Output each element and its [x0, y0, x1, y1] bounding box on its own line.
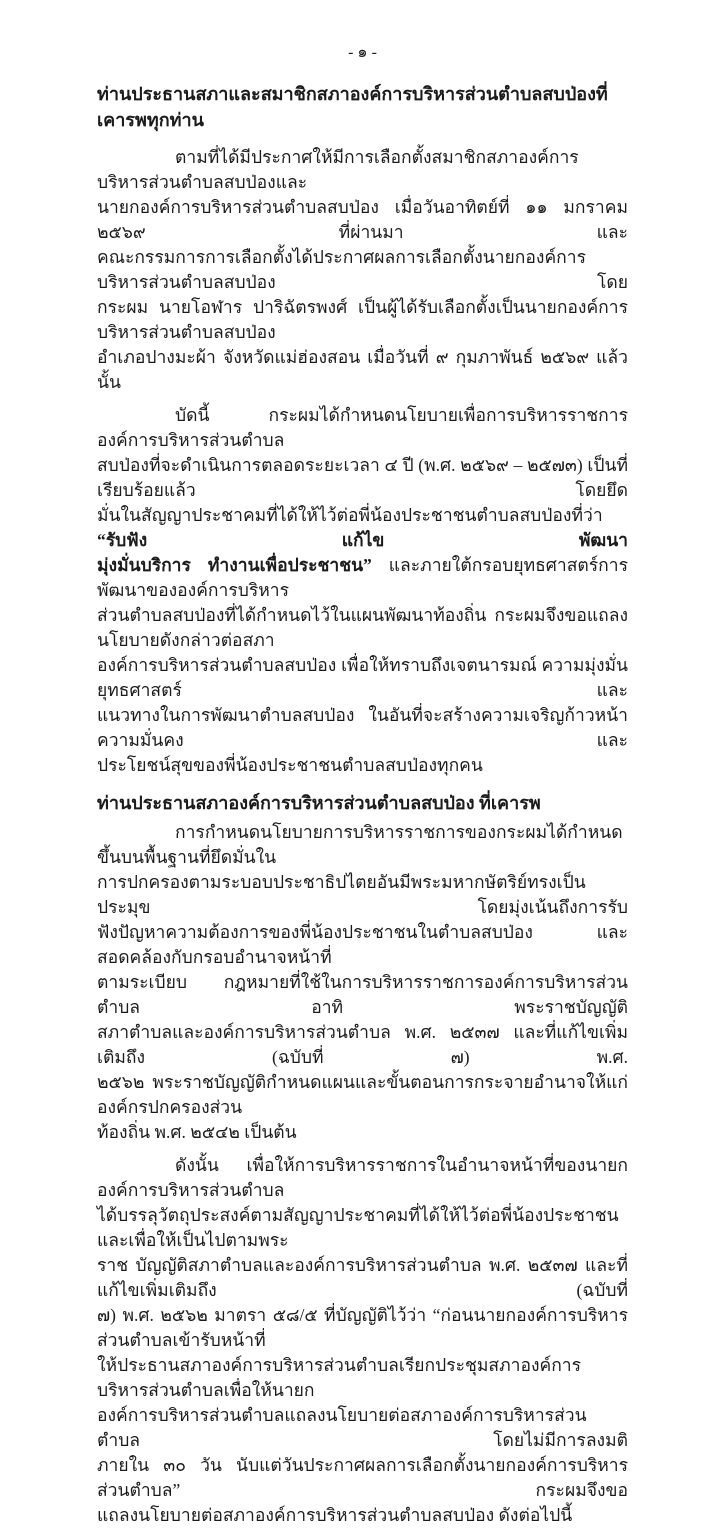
paragraph-line: กระผม นายโอฬาร ปาริฉัตรพงศ์ เป็นผู้ได้รับเลือกตั้งเป็นนายกองค์การบริหารส่วนตำบลสบป่อง — [97, 297, 628, 342]
paragraph-line: แถลงนโยบายต่อสภาองค์การบริหารส่วนตำบลสบป่อง ดังต่อไปนี้ — [97, 1505, 573, 1525]
paragraph-line: ราช บัญญัติสภาตำบลและองค์การบริหารส่วนตำบล พ.ศ. ๒๕๓๗ และที่แก้ไขเพิ่มเติมถึง (ฉบับที่ — [97, 1255, 628, 1300]
paragraph-line: ๗) พ.ศ. ๒๕๖๒ มาตรา ๕๘/๕ ที่บัญญัติไว้ว่า “ก่อนนายกองค์การบริหารส่วนตำบลเข้ารับหน้าที่ — [97, 1305, 628, 1350]
slogan-quote-start: “รับฟัง แก้ไข พัฒนา — [97, 530, 628, 550]
line-segment: มั่นในสัญญาประชาคมที่ได้ให้ไว้ต่อพี่น้องประชาชนตำบลสบป่องที่ว่า — [97, 505, 603, 525]
paragraph-policy-basis — [97, 820, 628, 1145]
paragraph-line — [97, 553, 628, 603]
paragraph-line: สภาตำบลและองค์การบริหารส่วนตำบล พ.ศ. ๒๕๓๗ และที่แก้ไขเพิ่มเติมถึง (ฉบับที่ ๗) พ.ศ. — [97, 1022, 628, 1067]
slogan-quote-end: มุ่งมั่นบริการ ทำงานเพื่อประชาชน” — [97, 555, 372, 575]
paragraph-line: ประโยชน์สุขของพี่น้องประชาชนตำบลสบป่องทุกคน — [97, 755, 483, 775]
page-number: - ๑ - — [348, 44, 377, 61]
salutation-heading-chairman: ท่านประธานสภาองค์การบริหารส่วนตำบลสบป่อง ที่เคารพ — [97, 793, 541, 813]
paragraph-line — [97, 503, 628, 553]
paragraph-line: สบป่องที่จะดำเนินการตลอดระยะเวลา ๔ ปี (พ.ศ. ๒๕๖๙ – ๒๕๗๓) เป็นที่เรียบร้อยแล้ว โดยยึด — [97, 455, 628, 500]
paragraph-legal-reference — [97, 1153, 628, 1528]
paragraph-line: ฟังปัญหาความต้องการของพี่น้องประชาชนในตำบลสบป่อง และสอดคล้องกับกรอบอำนาจหน้าที่ — [97, 922, 628, 967]
line-segment: และภายใต้กรอบยุทธศาสตร์การพัฒนาขององค์การบริหาร — [97, 555, 628, 600]
paragraph-policy-statement — [97, 403, 628, 778]
paragraph-line: แนวทางในการพัฒนาตำบลสบป่อง ในอันที่จะสร้างความเจริญก้าวหน้า ความมั่นคง และ — [97, 705, 628, 750]
paragraph-election-announcement — [97, 145, 628, 395]
paragraph-line: นายกองค์การบริหารส่วนตำบลสบป่อง เมื่อวันอาทิตย์ที่ ๑๑ มกราคม ๒๕๖๙ ที่ผ่านมา และ — [97, 197, 628, 242]
paragraph-line: การปกครองตามระบอบประชาธิปไตยอันมีพระมหากษัตริย์ทรงเป็นประมุข โดยมุ่งเน้นถึงการรับ — [97, 872, 628, 917]
paragraph-line: ดังนั้น เพื่อให้การบริหารราชการในอำนาจหน้าที่ของนายกองค์การบริหารส่วนตำบล — [97, 1155, 628, 1200]
paragraph-line: คณะกรรมการการเลือกตั้งได้ประกาศผลการเลือกตั้งนายกองค์การบริหารส่วนตำบลสบป่อง โดย — [97, 247, 628, 292]
paragraph-line: การกำหนดนโยบายการบริหารราชการของกระผมได้กำหนดขึ้นบนพื้นฐานที่ยึดมั่นใน — [97, 822, 623, 867]
paragraph-line: ตามระเบียบ กฎหมายที่ใช้ในการบริหารราชการองค์การบริหารส่วนตำบล อาทิ พระราชบัญญัติ — [97, 972, 628, 1017]
paragraph-line: ส่วนตำบลสบป่องที่ได้กำหนดไว้ในแผนพัฒนาท้องถิ่น กระผมจึงขอแถลงนโยบายดังกล่าวต่อสภา — [97, 605, 628, 650]
paragraph-line: ได้บรรลุวัตถุประสงค์ตามสัญญาประชาคมที่ได้ให้ไว้ต่อพี่น้องประชาชน และเพื่อให้เป็นไปตามพระ — [97, 1205, 619, 1250]
paragraph-line: บัดนี้ กระผมได้กำหนดนโยบายเพื่อการบริหารราชการองค์การบริหารส่วนตำบล — [97, 405, 628, 450]
paragraph-line: ๒๕๖๒ พระราชบัญญัติกำหนดแผนและขั้นตอนการกระจายอำนาจให้แก่องค์กรปกครองส่วน — [97, 1072, 628, 1117]
paragraph-line: องค์การบริหารส่วนตำบลสบป่อง เพื่อให้ทราบถึงเจตนารมณ์ ความมุ่งมั่น ยุทธศาสตร์ และ — [97, 655, 628, 700]
paragraph-line: องค์การบริหารส่วนตำบลแถลงนโยบายต่อสภาองค์การบริหารส่วนตำบล โดยไม่มีการลงมติ — [97, 1405, 628, 1450]
salutation-heading-council: ท่านประธานสภาและสมาชิกสภาองค์การบริหารส่วนตำบลสบป่องที่เคารพทุกท่าน — [97, 84, 608, 130]
paragraph-line: ท้องถิ่น พ.ศ. ๒๕๔๒ เป็นต้น — [97, 1122, 297, 1142]
paragraph-line: ให้ประธานสภาองค์การบริหารส่วนตำบลเรียกประชุมสภาองค์การบริหารส่วนตำบลเพื่อให้นายก — [97, 1355, 582, 1400]
paragraph-line: ตามที่ได้มีประกาศให้มีการเลือกตั้งสมาชิกสภาองค์การบริหารส่วนตำบลสบป่องและ — [97, 147, 579, 192]
paragraph-line: อำเภอปางมะผ้า จังหวัดแม่ฮ่องสอน เมื่อวันที่ ๙ กุมภาพันธ์ ๒๕๖๙ แล้วนั้น — [97, 347, 628, 392]
paragraph-line: ภายใน ๓๐ วัน นับแต่วันประกาศผลการเลือกตั้งนายกองค์การบริหารส่วนตำบล” กระผมจึงขอ — [97, 1455, 628, 1500]
